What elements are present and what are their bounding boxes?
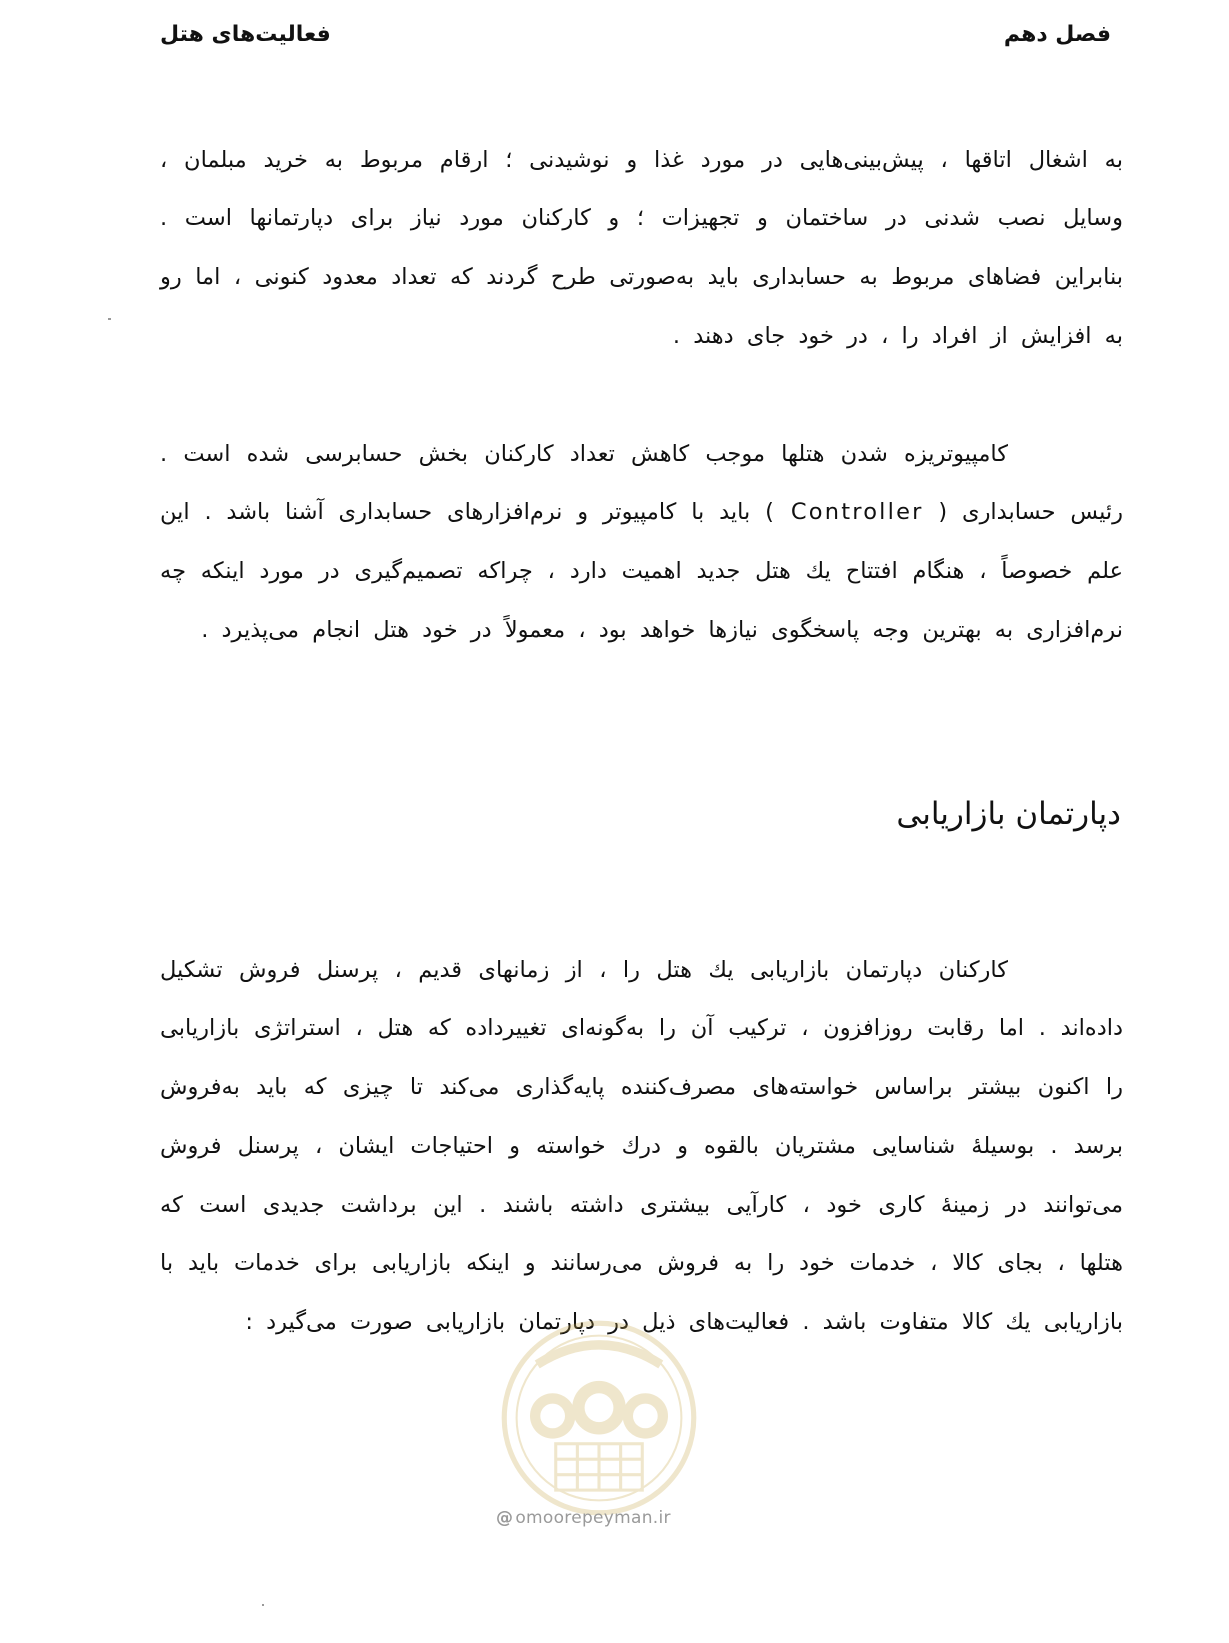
section-heading: دپارتمان بازاریابی: [896, 795, 1121, 832]
topic-header: فعالیت‌های هتل: [160, 22, 331, 47]
watermark-url-text: omoorepeyman.ir: [515, 1508, 671, 1528]
scan-speck: [108, 318, 111, 320]
body-paragraph: به اشغال اتاقها ، پیش‌بینی‌هایی در مورد غذا و نوشیدنی ؛ ارقام مربوط به خرید مبلمان ، وسایل نصب شدنی در ساختمان و تجهیزات ؛ و کارکنان مورد نیاز برای دپارتمانها است . بنابراین فضاهای مربوط به حسابداری باید به‌صورتی طرح گردند که تعداد معدود کنونی ، اما رو به افزایش از افراد را ، در خود جای دهند .: [160, 146, 1123, 349]
at-sign: @: [496, 1508, 514, 1528]
watermark-url: [496, 1508, 671, 1528]
body-paragraph: کارکنان دپارتمان بازاریابی یك هتل را ، از زمانهای قدیم ، پرسنل فروش تشکیل داده‌اند . اما رقابت روزافزون ، ترکیب آن را به‌گونه‌ای تغییرداده که هتل ، استراتژی بازاریابی را اکنون بیشتر براساس خواسته‌های مصرف‌کننده پایه‌گذاری می‌کند تا چیزی که باید به‌فروش برسد . بوسیلهٔ شناسایی مشتریان بالقوه و درك خواسته و احتیاجات ایشان ، پرسنل فروش می‌توانند در زمینهٔ کاری خود ، کارآیی بیشتری داشته باشند . این برداشت جدیدی است که هتلها ، بجای کالا ، خدمات خود را به فروش می‌رسانند و اینکه بازاریابی برای خدمات باید با بازاریابی یك کالا متفاوت باشد . فعالیت‌های ذیل در دپارتمان بازاریابی صورت می‌گیرد :: [160, 956, 1123, 1336]
chapter-header: فصل دهم: [1003, 22, 1111, 47]
scan-speck: [262, 1604, 264, 1606]
body-paragraph: کامپیوتریزه شدن هتلها موجب کاهش تعداد کارکنان بخش حسابرسی شده است . رئیس حسابداری ( Controller ) باید با کامپیوتر و نرم‌افزارهای حسابداری آشنا باشد . این علم خصوصاً ، هنگام افتتاح یك هتل جدید اهمیت دارد ، چراکه تصمیم‌گیری در مورد اینکه چه نرم‌افزاری به بهترین وجه پاسخگوی نیازها خواهد بود ، معمولاً در خود هتل انجام می‌پذیرد .: [160, 440, 1123, 643]
